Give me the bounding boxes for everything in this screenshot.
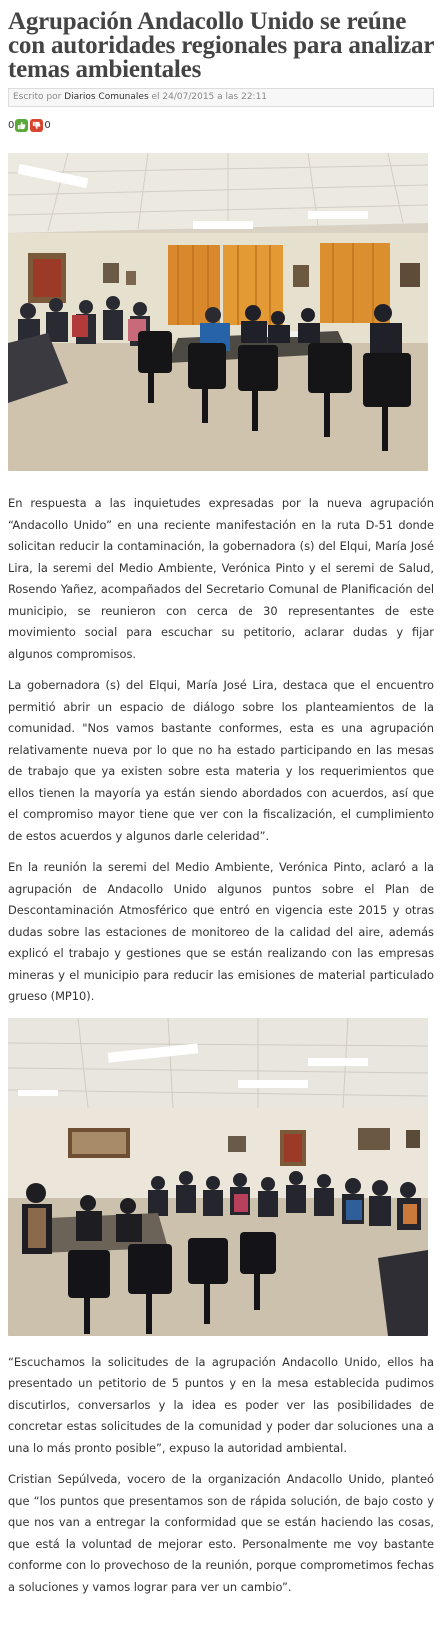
vote-bar [8, 117, 434, 133]
vote-up-count: 0 [8, 119, 15, 131]
byline-prefix: Escrito por [13, 92, 62, 102]
paragraph-5: Cristian Sepúlveda, vocero de la organización Andacollo Unido, planteó que “los puntos que presentamos son de rápida solución, de bajo costo y que nos van a entregar la conformidad que se están haciendo las cosas, que está la voluntad de mejorar esto. Personalmente me voy bastante conforme con lo provechoso de la reunión, porque comprometimos fechas a soluciones y vamos lograr para ver un cambio”. [8, 1472, 434, 1594]
paragraph-3: En la reunión la seremi del Medio Ambiente, Verónica Pinto, aclaró a la agrupación de Andacollo Unido algunos puntos sobre el Plan de Descontaminación Atmosférico que entró en vigencia este 2015 y otras dudas sobre las estaciones de monitoreo de la calidad del aire, además explicó el trabajo y gestiones que se están realizando con las empresas mineras y el municipio para reducir las emisiones de material particulado grueso (MP10). [8, 860, 434, 1003]
meeting-photo-1 [8, 153, 428, 471]
article-body [8, 493, 434, 1008]
meeting-photo-2 [8, 1018, 428, 1336]
article-page [0, 10, 442, 1634]
publish-date: el 24/07/2015 a las 22:11 [151, 92, 268, 102]
paragraph-4: “Escuchamos la solicitudes de la agrupación Andacollo Unido, ellos ha presentado un petitorio de 5 puntos y en la mesa establecida pudimos discutirlos, conversarlos y la idea es poder ver las posibilidades de concretar estas solicitudes de la comunidad y poder dar soluciones una a una lo más pronto posible”, expuso la autoridad ambiental. [8, 1354, 434, 1455]
paragraph-2: La gobernadora (s) del Elqui, María José Lira, destaca que el encuentro permitió abrir un espacio de diálogo sobre los planteamientos de la comunidad. "Nos vamos bastante conformes, esta es una agrupación relativamente nueva por lo que no ha estado participando en las mesas de trabajo que ya existen sobre esta materia y los requerimientos que ellos tienen la mayoría ya están siendo abordados con acuerdos, así que el compromiso mayor tiene que ver con la fiscalización, el cumplimiento de estos acuerdos y algunos darle celeridad”. [8, 678, 434, 843]
vote-down-count: 0 [44, 119, 51, 131]
article-byline [8, 88, 434, 107]
author-link[interactable]: Diarios Comunales [64, 92, 149, 102]
article-title: Agrupación Andacollo Unido se reúne con autoridades regionales para analizar temas ambientales [8, 8, 434, 83]
thumbs-up-icon[interactable] [15, 119, 28, 132]
thumbs-down-icon[interactable] [30, 119, 43, 132]
paragraph-1: En respuesta a las inquietudes expresadas por la nueva agrupación “Andacollo Unido” en una reciente manifestación en la ruta D-51 donde solicitan reducir la contaminación, la gobernadora (s) del Elqui, María José Lira, la seremi del Medio Ambiente, Verónica Pinto y el seremi de Salud, Rosendo Yañez, acompañados del Secretario Comunal de Planificación del municipio, se reunieron con cerca de 30 representantes de este movimiento social para escuchar su petitorio, aclarar dudas y fijar algunos compromisos. [8, 496, 434, 661]
article-body-continued [8, 1352, 434, 1599]
